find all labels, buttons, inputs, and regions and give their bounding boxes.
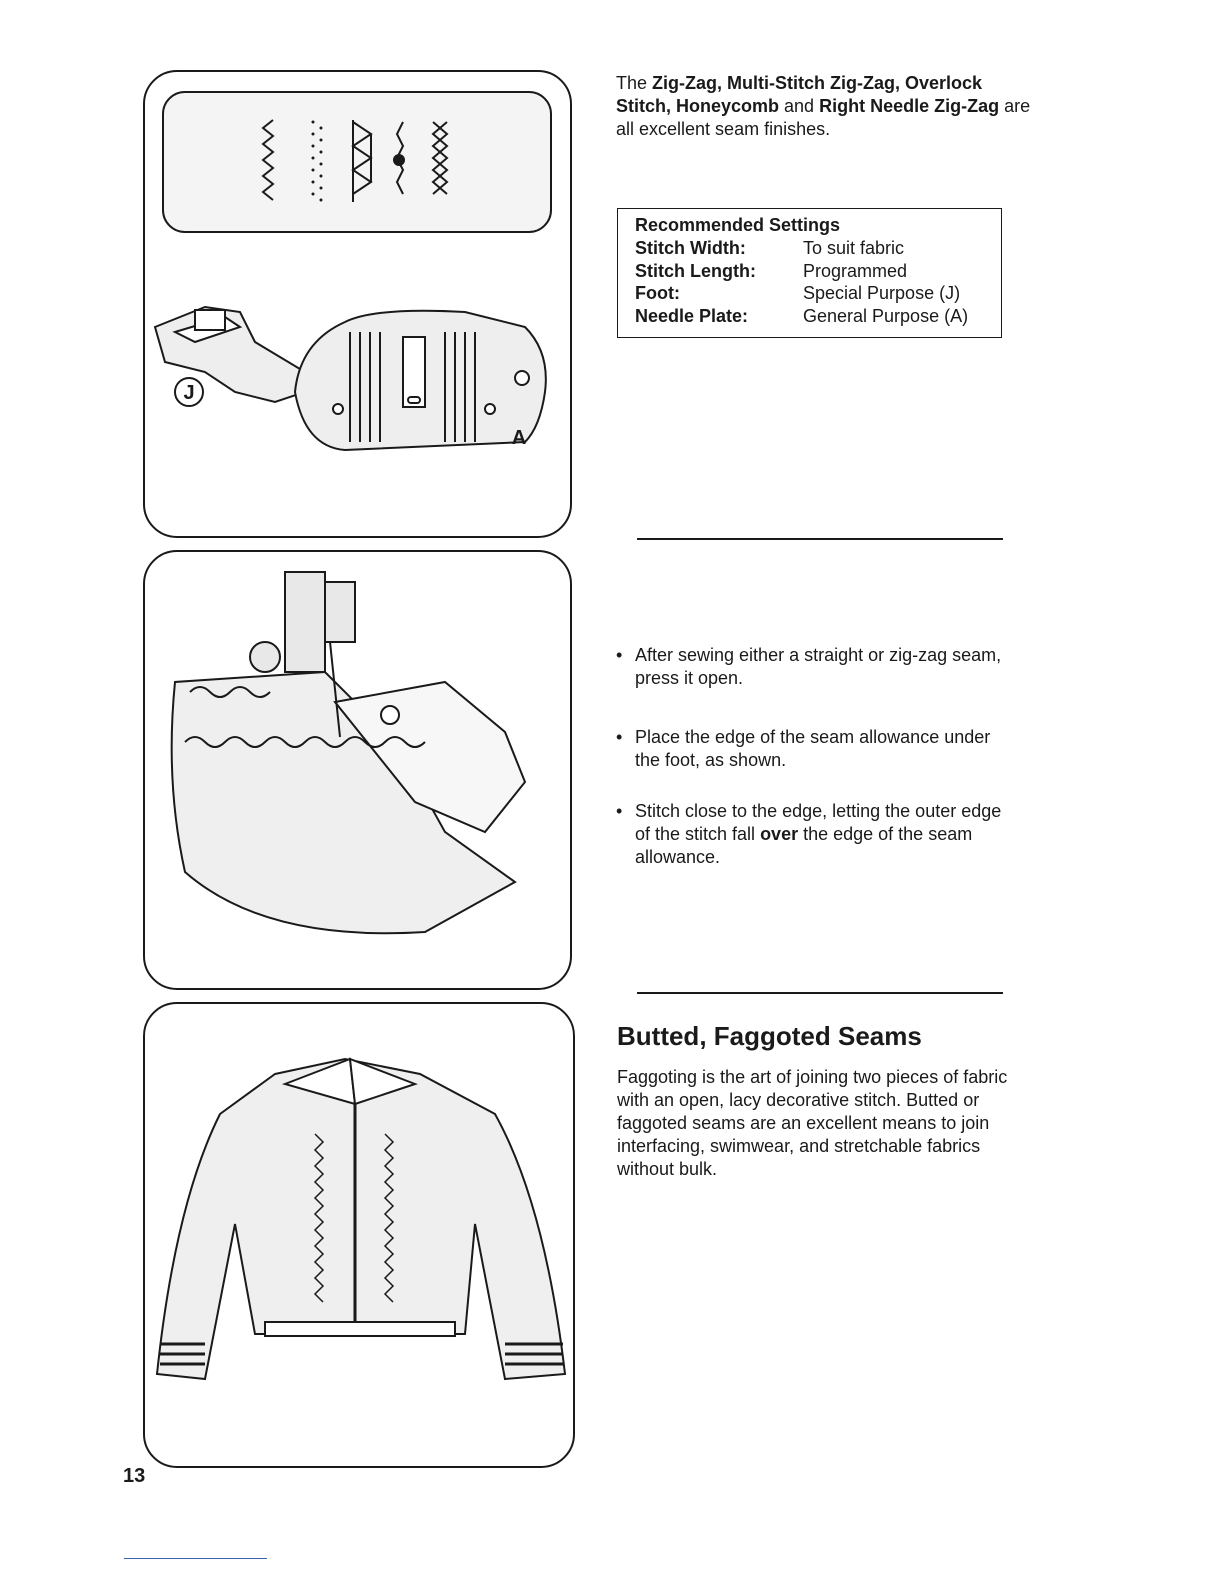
settings-row <box>635 305 1001 328</box>
intro-text-2: and <box>779 96 820 116</box>
instruction-bullet <box>616 800 1016 869</box>
figure-stitch-settings <box>143 70 572 538</box>
figure-faggoted-jacket <box>143 1002 575 1468</box>
bullet-dot: • <box>616 727 623 747</box>
settings-value: General Purpose (A) <box>803 305 969 326</box>
settings-value: Programmed <box>803 260 908 281</box>
plate-label: A <box>511 427 527 449</box>
section-heading: Butted, Faggoted Seams <box>617 1021 922 1051</box>
page-number: 13 <box>123 1465 146 1487</box>
settings-value: Special Purpose (J) <box>803 283 961 303</box>
footer-line <box>124 1558 267 1559</box>
instruction-bullet <box>616 726 1016 772</box>
settings-label: Needle Plate: <box>635 305 749 326</box>
figure-sewing-seam <box>143 550 572 990</box>
recommended-settings-box <box>617 208 1002 338</box>
foot-label: J <box>183 382 195 404</box>
section-divider <box>637 538 1003 540</box>
bullet-text-bold: over <box>760 824 799 844</box>
intro-paragraph <box>616 72 1036 141</box>
instruction-bullet <box>616 644 1016 690</box>
settings-title: Recommended Settings <box>635 215 841 235</box>
bullet-dot: • <box>616 645 623 665</box>
stitch-foot-plate-illustration <box>145 72 570 536</box>
settings-value: To suit fabric <box>803 238 905 258</box>
intro-bold-1: Zig-Zag, Multi-Stitch Zig-Zag, Overlock Stitch, Honeycomb <box>616 73 983 116</box>
intro-text-1: The <box>616 73 653 93</box>
needle-plate-a-icon <box>295 311 546 450</box>
settings-label: Stitch Length: <box>635 260 756 281</box>
settings-row <box>635 260 1001 283</box>
settings-row <box>635 282 1001 305</box>
section-divider <box>637 992 1003 994</box>
intro-bold-2: Right Needle Zig-Zag <box>819 96 1000 116</box>
bullet-text-post: the edge of the seam allowance. <box>635 824 973 867</box>
intro-text-3: are all excellent seam finishes. <box>616 96 1031 139</box>
sewing-machine-seam-illustration <box>145 552 570 988</box>
bullet-text: After sewing either a straight or zig-zag seam, press it open. <box>635 645 1002 688</box>
bullet-dot: • <box>616 801 623 821</box>
settings-label: Foot: <box>635 283 680 303</box>
settings-row <box>635 237 1001 260</box>
settings-label: Stitch Width: <box>635 238 746 258</box>
jacket-illustration <box>145 1004 573 1466</box>
section-paragraph: Faggoting is the art of joining two pieces of fabric with an open, lacy decorative stitch. Butted or faggoted seams are an excellent means to join interfacing, swimwear, and stretchable fabrics without bulk. <box>617 1067 1008 1179</box>
bullet-text: Place the edge of the seam allowance under the foot, as shown. <box>635 727 991 770</box>
bullet-text-pre: Stitch close to the edge, letting the outer edge of the stitch fall <box>635 801 1002 844</box>
